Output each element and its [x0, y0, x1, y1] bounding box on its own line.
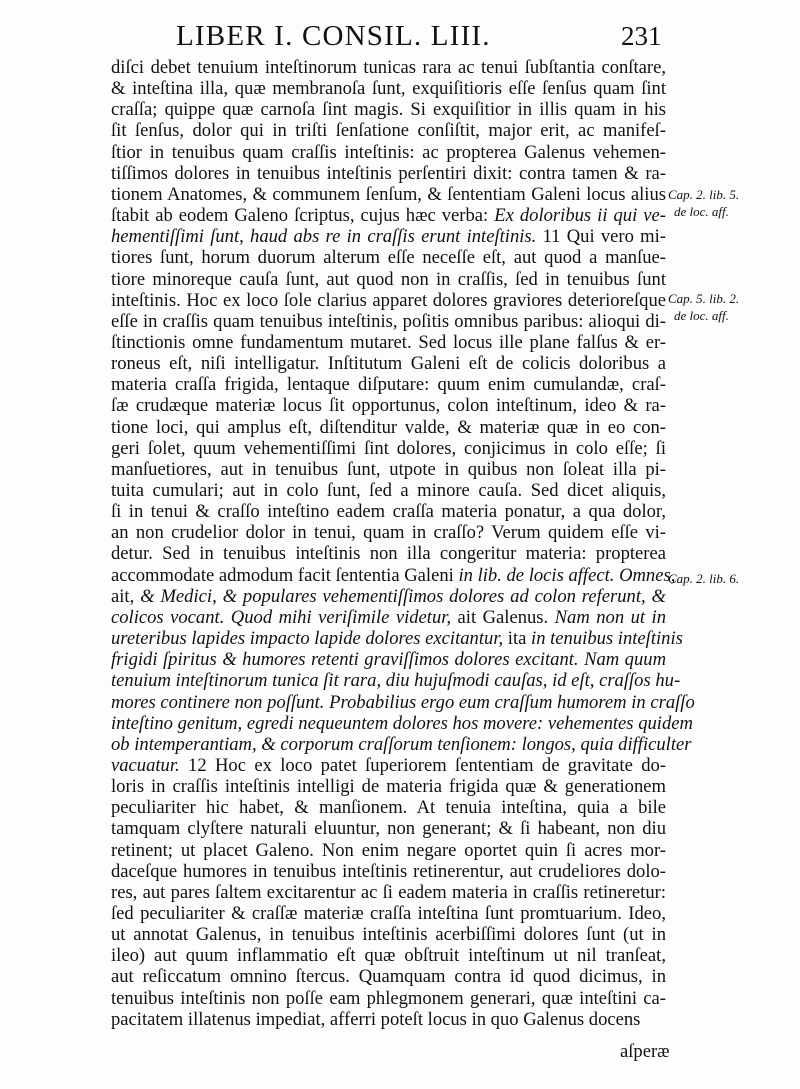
page-number: 231	[621, 21, 662, 51]
roman-text: tione loci, qui amplus eſt, diſtenditur valde, & materiæ quæ in eo con-	[111, 416, 666, 438]
roman-text: 11 Qui vero mi-	[536, 226, 666, 248]
roman-text: tenuibus inteſtinis non poſſe eam phlegmonem generari, quæ inteſtini ca-	[111, 987, 666, 1009]
italic-text: colicos vocant. Quod mihi veriſimile videtur,	[111, 606, 452, 628]
roman-text: tiores ſunt, horum duorum alterum eſſe neceſſe eſt, aut quod a manſue-	[111, 247, 666, 269]
roman-text: ita	[503, 628, 532, 650]
roman-text: res, aut pares ſaltem excitarentur ac ſi eadem materia in craſſis retineretur:	[111, 881, 666, 903]
italic-text: frigidi ſpiritus & humores retenti graviſſimos dolores excitant. Nam quum	[111, 649, 666, 671]
italic-text: & Medici, & populares vehementiſſimos dolores ad colon referunt, &	[140, 585, 666, 607]
italic-text: in lib. de locis affect. Omnes,	[458, 564, 676, 586]
roman-text: accommodate admodum facit ſententia Galeni	[111, 564, 459, 586]
roman-text: inteſtinis. Hoc ex loco ſole clarius apparet dolores graviores deterioreſque	[111, 289, 666, 311]
roman-text: 12 Hoc ex loco patet ſuperiorem ſententiam de gravitate do-	[179, 754, 666, 776]
roman-text: peculiariter hic habet, & manſionem. At tenuia inteſtina, quia a bile	[111, 797, 666, 819]
roman-text: ſi in tenui & craſſo inteſtino eadem craſſa materia ponatur, a qua dolor,	[111, 501, 666, 523]
margin-note-line: de loc. aff.	[674, 308, 729, 323]
roman-text: materia craſſa frigida, lentaque diſputare: quum enim cumulandæ, craſ-	[111, 374, 666, 396]
roman-text: ſtior in tenuibus quam craſſis inteſtinis: ac propterea Galenus vehemen-	[111, 141, 666, 163]
roman-text: manſuetiores, aut in tenuibus ſunt, utpote in quibus non ſoleat illa pi-	[111, 458, 666, 480]
roman-text: diſci debet tenuium inteſtinorum tunicas rara ac tenui ſubſtantia conſtare,	[111, 57, 666, 78]
roman-text: & inteſtina illa, quæ membranoſa ſunt, exquiſitioris eſſe ſenſus quam ſint	[111, 78, 666, 100]
roman-text: loris in craſſis inteſtinis intelligi de materia frigida quæ & generationem	[111, 776, 666, 798]
italic-text: vacuatur.	[111, 754, 180, 776]
running-head	[0, 20, 800, 54]
italic-text: Ex doloribus ii qui ve-	[494, 205, 666, 227]
roman-text: daceſque humores in tenuibus inteſtinis retinerentur, aut crudeliores dolo-	[111, 860, 666, 882]
roman-text: tiſſimos dolores in tenuibus inteſtinis perſentiri dixit: contra tamen & ra-	[111, 162, 666, 184]
italic-text: ureteribus lapides impacto lapide dolores excitantur,	[111, 628, 504, 650]
italic-text: ob intemperantiam, & corporum craſſorum tenſionem: longos, quia difficulter	[111, 733, 692, 755]
italic-text: in tenuibus inteſtinis	[531, 628, 683, 650]
roman-text: tamquam clyſtere naturali eluuntur, non generant; & ſi habeant, non diu	[111, 818, 666, 840]
roman-text: aut reſiccatum omnino ſtercus. Quamquam contra id quod dicimus, in	[111, 966, 666, 988]
roman-text: tionem Anatomes, & communem ſenſum, & ſententiam Galeni locus alius	[111, 183, 666, 205]
roman-text: ait Galenus.	[451, 606, 555, 628]
roman-text: craſſa; quippe quæ carnoſa ſint magis. Si exquiſitior in illis quam in his	[111, 99, 666, 121]
margin-note	[668, 570, 739, 587]
italic-text: hementiſſimi ſunt, haud abs re in craſſis erunt inteſtinis.	[111, 226, 537, 248]
text-line	[111, 1008, 666, 1032]
margin-note-line: Cap. 2. lib. 5.	[668, 187, 740, 202]
roman-text: ſtabit ab eodem Galeno ſcriptus, cujus hæc verba:	[111, 205, 495, 227]
roman-text: ſtinctionis omne fundamentum mutaret. Sed locus ille plane falſus & er-	[111, 331, 666, 353]
roman-text: an non crudelior dolor in tenui, quam in craſſo? Verum quidem eſſe vi-	[111, 522, 666, 544]
margin-note-line: de loc. aff.	[674, 204, 729, 219]
roman-text: retinent; ut placet Galeno. Non enim negare oportet quin ſi acres mor-	[111, 839, 666, 861]
italic-text: mores continere non poſſunt. Probabilius ergo eum craſſum humorem in craſſo	[111, 691, 695, 713]
roman-text: detur. Sed in tenuibus inteſtinis non illa congeritur materia: propterea	[111, 543, 666, 565]
margin-note-line: Cap. 2. lib. 6.	[668, 571, 740, 586]
margin-note-line: Cap. 5. lib. 2.	[668, 291, 740, 306]
roman-text: ait,	[111, 585, 141, 607]
roman-text: pacitatem illatenus impediat, afferri poteſt locus in quo Galenus docens	[111, 1008, 641, 1030]
italic-text: Nam non ut in	[554, 606, 666, 628]
roman-text: ileo) aut quum inflammatio eſt quæ obſtruit inteſtinum ut nil tranſeat,	[111, 945, 666, 967]
roman-text: ſæ crudæque materiæ locus ſit opportunus, colon inteſtinum, ideo & ra-	[111, 395, 666, 417]
roman-text: tiore minoreque cauſa ſunt, aut quod non in craſſis, ſed in tenuibus ſunt	[111, 268, 666, 290]
roman-text: geri ſolet, quum vehementiſſimi ſint dolores, conjicimus in colo eſſe; ſi	[111, 437, 666, 459]
catchword: aſperæ	[620, 1041, 670, 1062]
roman-text: tuita cumulari; aut in colo ſunt, ſed a minore cauſa. Sed dicet aliquis,	[111, 480, 666, 501]
roman-text: ſit ſenſus, dolor qui in triſti ſenſatione conſiſtit, major erit, ac manifeſ-	[111, 120, 666, 142]
roman-text: ſed peculiariter & craſſæ materiæ craſſa inteſtina ſunt promtuarium. Ideo,	[111, 903, 666, 924]
italic-text: inteſtino genitum, egredi nequeuntem dolores hos movere: vehementes quidem	[111, 712, 693, 734]
margin-note	[668, 290, 739, 324]
roman-text: ut annotat Galenus, in tenuibus inteſtinis acerbiſſimi dolores ſunt (ut in	[111, 924, 666, 946]
roman-text: roneus eſt, niſi intelligatur. Inſtitutum Galeni eſt de colicis doloribus a	[111, 353, 666, 375]
margin-note	[668, 186, 739, 220]
italic-text: tenuium inteſtinorum tunica ſit rara, diu hujuſmodi cauſas, id eſt, craſſos hu-	[111, 670, 681, 692]
roman-text: eſſe in craſſis quam tenuibus inteſtinis, poſitis omnibus paribus: alioqui di-	[111, 310, 666, 332]
running-title: LIBER I. CONSIL. LIII.	[176, 20, 491, 52]
